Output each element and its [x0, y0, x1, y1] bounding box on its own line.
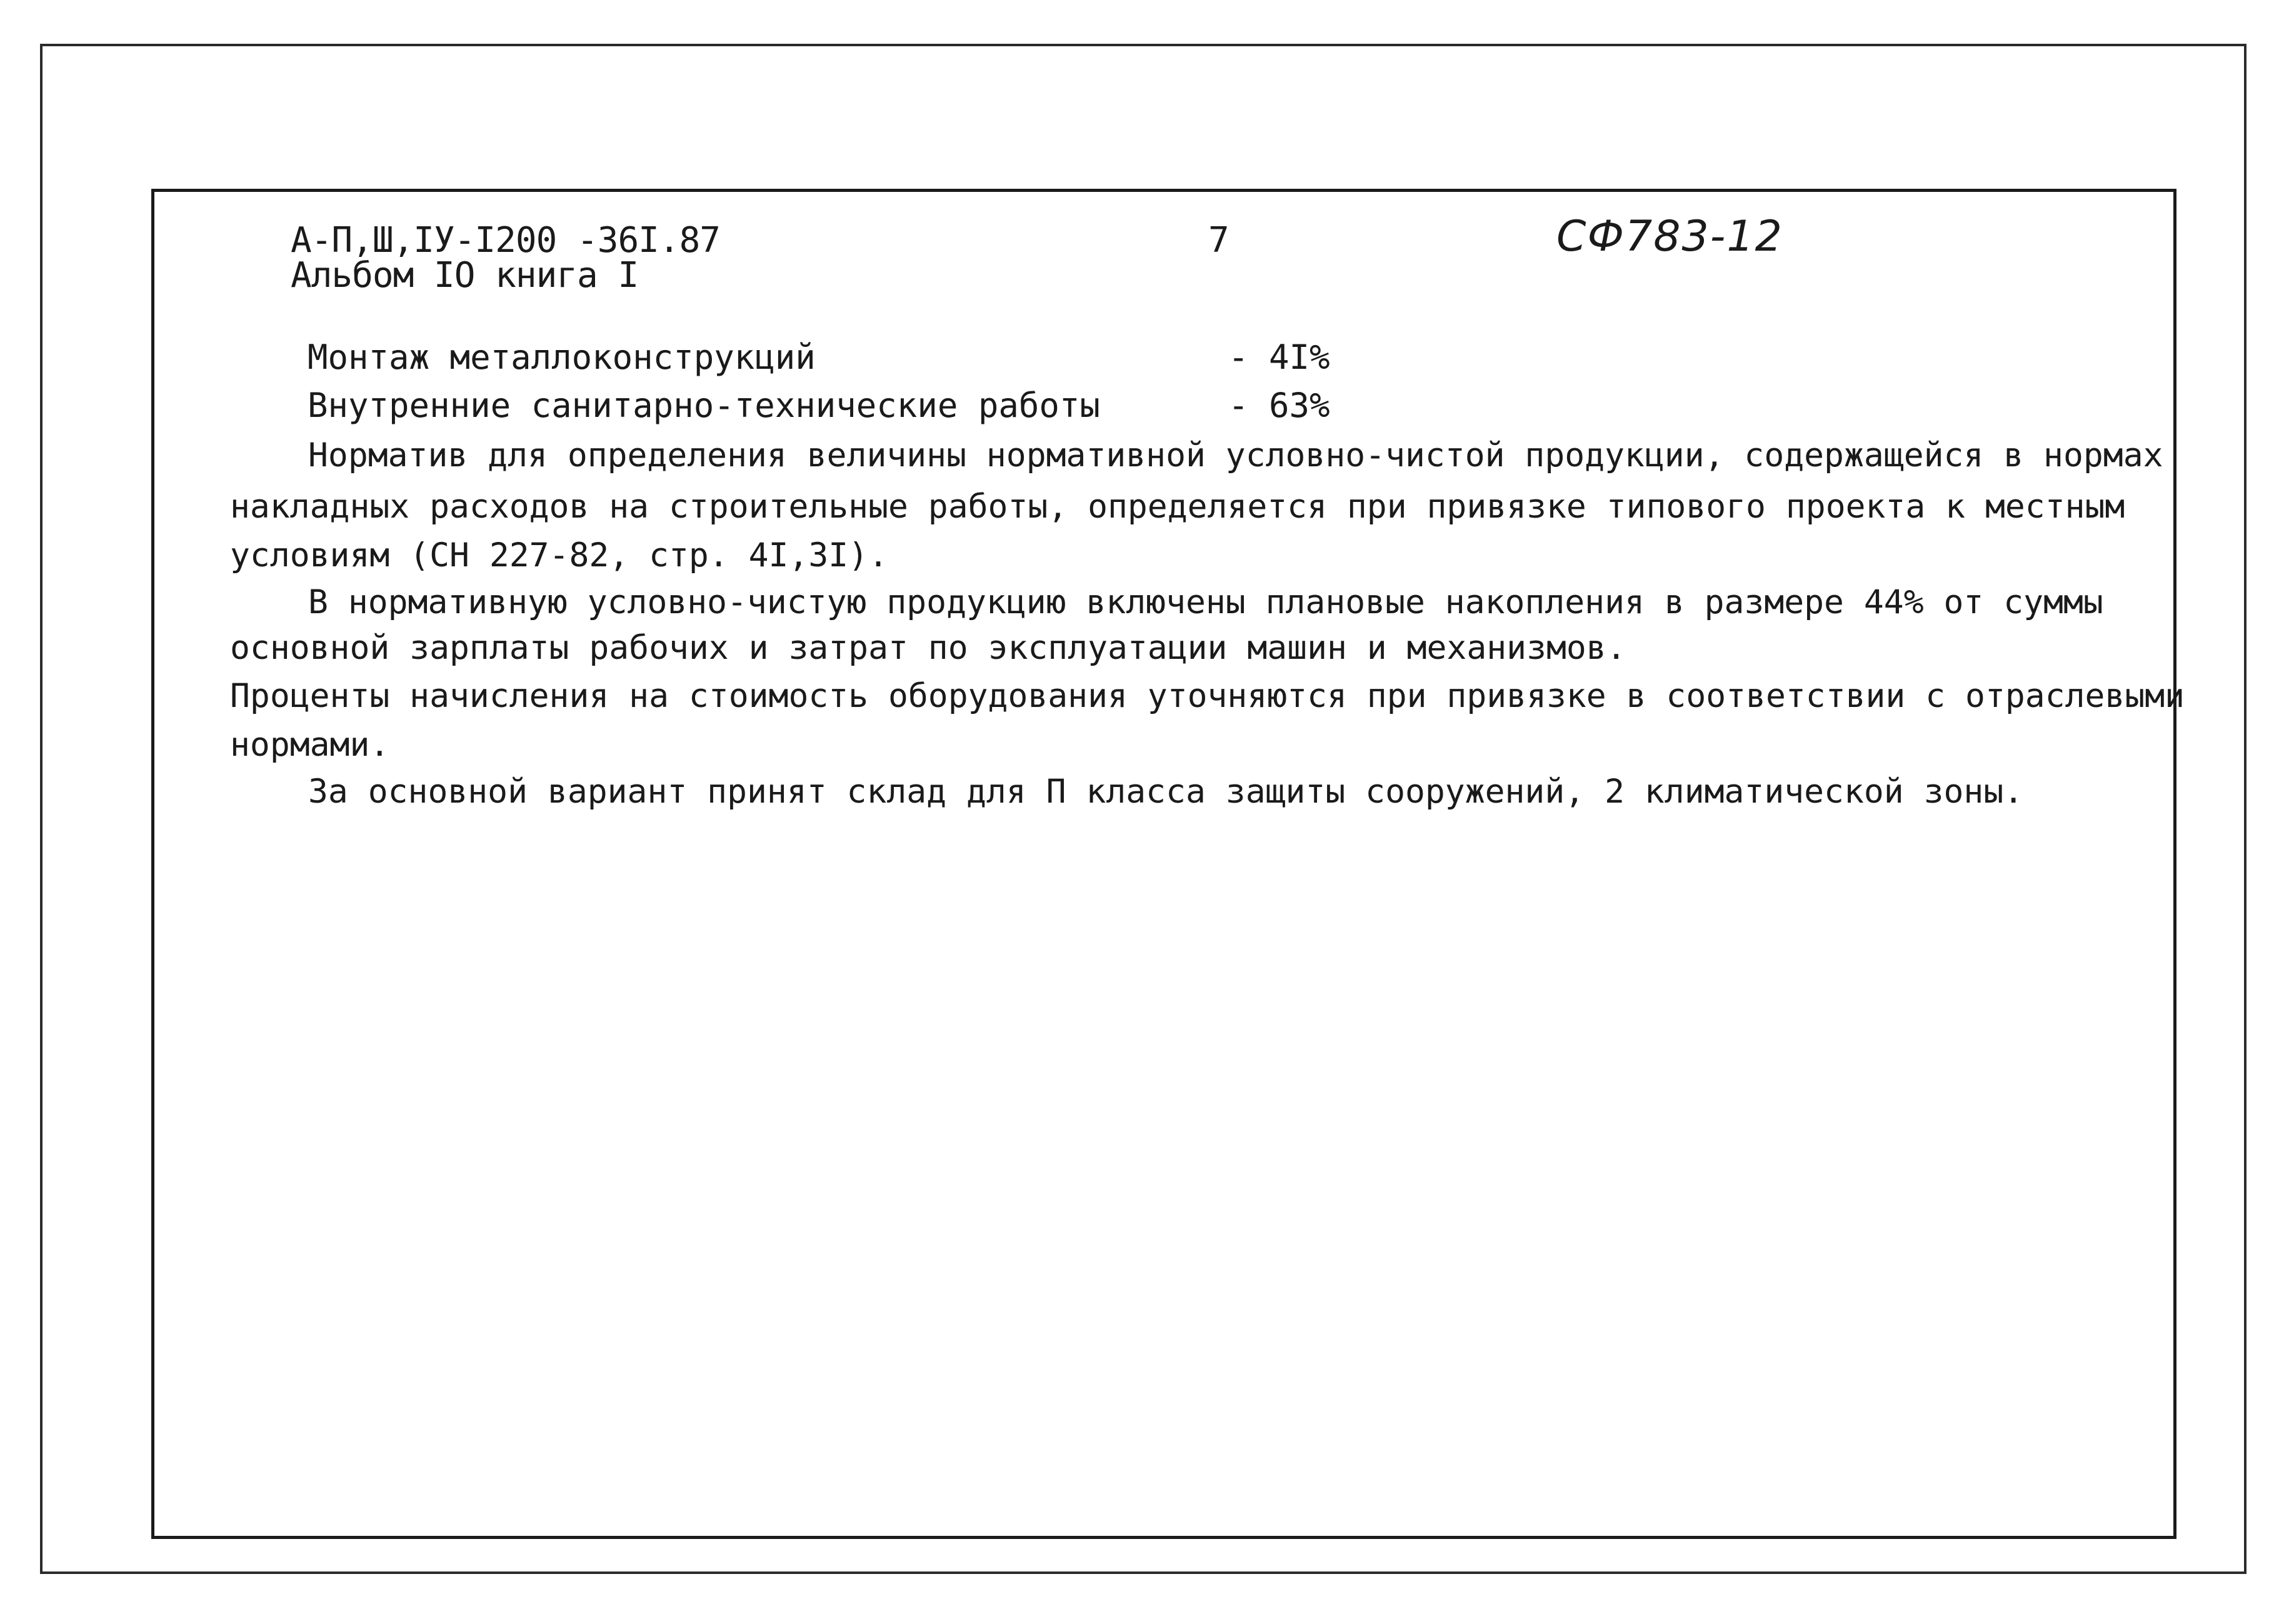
item-label: Монтаж металлоконструкций — [308, 338, 816, 377]
paragraph-line: В нормативную условно-чистую продукцию включены плановые накопления в размере 44% от суммы — [308, 583, 2103, 621]
document-code: А-П,Ш,IУ-I200 -36I.87 — [291, 220, 721, 261]
paragraph-line: накладных расходов на строительные работы, определяется при привязке типового проекта к местным — [230, 488, 2125, 526]
item-value: - 4I% — [1228, 338, 1330, 377]
paragraph-line: нормами. — [230, 726, 390, 764]
page-number: 7 — [1208, 220, 1229, 261]
paragraph-line: условиям (СН 227-82, стр. 4I,3I). — [230, 536, 888, 574]
paragraph-line: Норматив для определения величины нормативной условно-чистой продукции, содержащейся в нормах — [308, 436, 2163, 474]
paragraph-line: Проценты начисления на стоимость оборудования уточняются при привязке в соответствии с отраслевыми — [230, 677, 2185, 715]
item-label: Внутренние санитарно-технические работы — [308, 386, 1100, 425]
item-value: - 63% — [1228, 386, 1330, 425]
sheet-stamp: СФ783-12 — [1556, 212, 1783, 261]
paragraph-line: основной зарплаты рабочих и затрат по эксплуатации машин и механизмов. — [230, 629, 1626, 667]
album-label: Альбом IO книга I — [291, 255, 639, 296]
paragraph-line: За основной вариант принят склад для П класса защиты сооружений, 2 климатической зоны. — [308, 773, 2024, 811]
